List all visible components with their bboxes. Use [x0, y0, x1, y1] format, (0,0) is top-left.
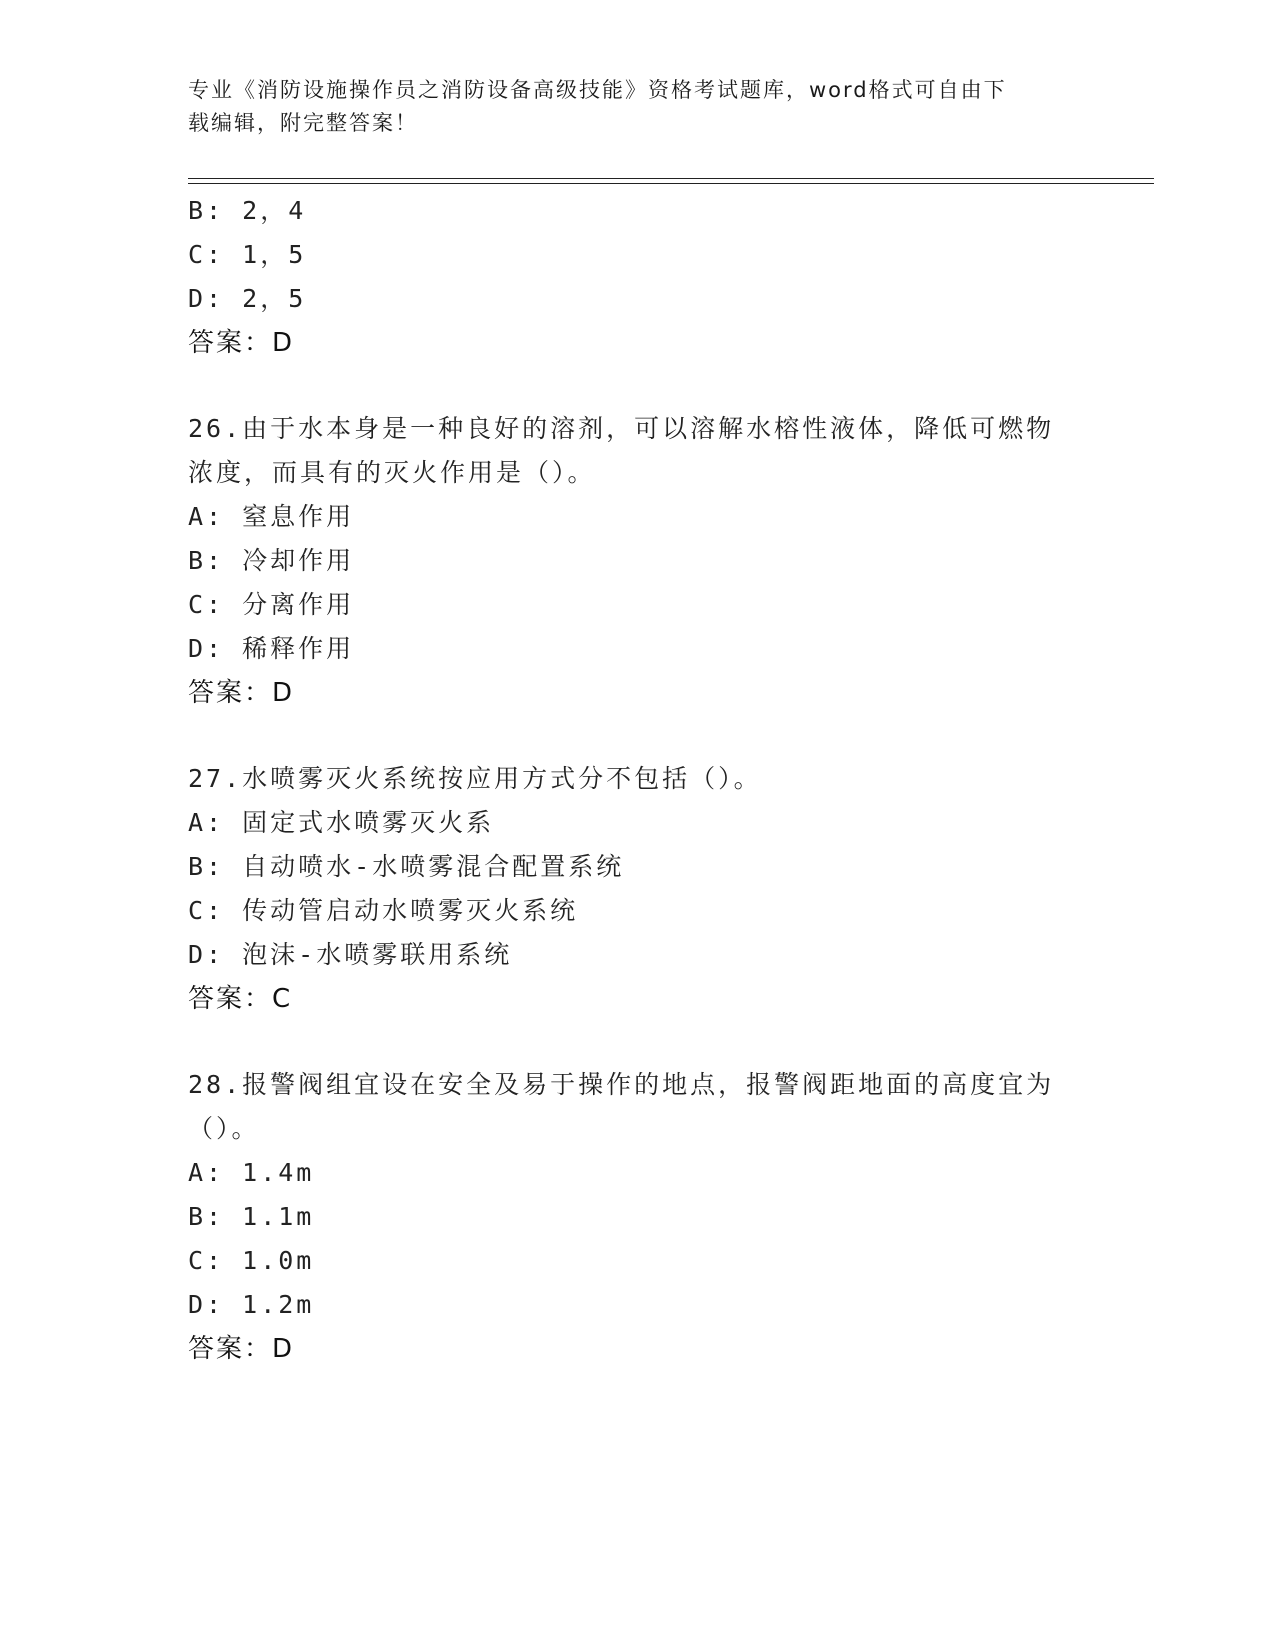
question-26-answer: 答案：D [188, 678, 295, 708]
question-26-option-a: A: 窒息作用 [188, 502, 355, 531]
option-c: C: 1，5 [188, 240, 307, 269]
question-27-option-a: A: 固定式水喷雾灭火系 [188, 808, 495, 837]
question-26-option-b: B: 冷却作用 [188, 546, 355, 575]
question-27-option-b: B: 自动喷水-水喷雾混合配置系统 [188, 852, 625, 881]
question-27-stem-line-1: 27.水喷雾灭火系统按应用方式分不包括（）。 [188, 764, 762, 793]
option-b: B: 2，4 [188, 196, 307, 225]
question-26-option-c: C: 分离作用 [188, 590, 355, 619]
question-28-stem-line-2: （）。 [188, 1114, 260, 1143]
option-d: D: 2，5 [188, 284, 307, 313]
document-header [188, 74, 1078, 140]
question-28-answer: 答案：D [188, 1334, 295, 1364]
header-line-1: 专业《消防设施操作员之消防设备高级技能》资格考试题库，word格式可自由下 [188, 78, 1007, 102]
answer-line: 答案：D [188, 328, 295, 358]
question-26-stem-line-2: 浓度，而具有的灭火作用是（）。 [188, 458, 596, 487]
question-28-option-b: B: 1.1m [188, 1202, 315, 1231]
question-27-option-d: D: 泡沫-水喷雾联用系统 [188, 940, 513, 969]
header-divider-top [188, 178, 1154, 179]
header-line-2: 载编辑，附完整答案！ [188, 111, 418, 135]
question-26-option-d: D: 稀释作用 [188, 634, 355, 663]
question-28-stem-line-1: 28.报警阀组宜设在安全及易于操作的地点，报警阀距地面的高度宜为 [188, 1070, 1055, 1099]
question-28-option-c: C: 1.0m [188, 1246, 315, 1275]
question-28-option-a: A: 1.4m [188, 1158, 315, 1187]
header-divider-bottom [188, 183, 1154, 184]
question-26-stem-line-1: 26.由于水本身是一种良好的溶剂，可以溶解水榕性液体，降低可燃物 [188, 414, 1055, 443]
question-27-answer: 答案：C [188, 984, 293, 1014]
question-28-option-d: D: 1.2m [188, 1290, 315, 1319]
question-27-option-c: C: 传动管启动水喷雾灭火系统 [188, 896, 579, 925]
